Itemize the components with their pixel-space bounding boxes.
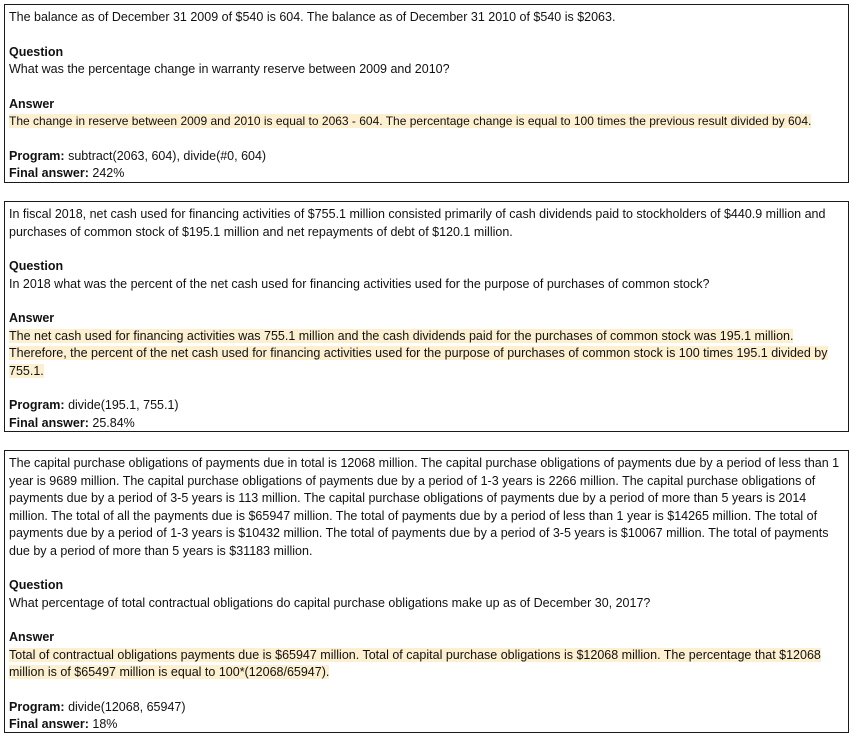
program-label: Program: (9, 398, 65, 412)
answer-highlight: The net cash used for financing activities was 755.1 million and the cash dividends paid for the purchases of common stock was 195.1 million. Therefore, the percent of the net cash used for financing activities used for the purpose of purchases of common stock is 100 times 195.1 divided by 755.1. (9, 328, 828, 378)
program-line (9, 699, 845, 717)
final-answer-line (9, 415, 845, 433)
final-answer-line (9, 716, 845, 734)
program-value: divide(12068, 65947) (68, 699, 186, 714)
program-line (9, 148, 845, 166)
example-card-2 (4, 201, 849, 432)
program-label: Program: (9, 699, 65, 714)
question-label: Question (9, 44, 64, 59)
program-value: divide(195.1, 755.1) (68, 398, 179, 412)
context-text: The capital purchase obligations of payments due in total is 12068 million. The capital purchase obligations of payments due by a period of less than 1 year is 9689 million. The capital purchase obligations of payments due by a period of 1-3 years is 2266 million. The capital purchase obligations of payments due by a period of 3-5 years is 113 million. The capital purchase obligations of payments due by a period of more than 5 years is 2014 million. The total of all the payments due is $65947 million. The total of payments due by a period of less than 1 year is $14265 million. The total of payments due by a period of 1-3 years is $10432 million. The total of payments due by a period of 3-5 years is $10067 million. The total of payments due by a period of more than 5 years is $31183 million. (9, 456, 840, 558)
program-value: subtract(2063, 604), divide(#0, 604) (68, 148, 267, 163)
final-answer-value: 18% (92, 717, 118, 731)
question-label: Question (9, 259, 64, 273)
question-text: What percentage of total contractual obligations do capital purchase obligations make up as of December 30, 2017? (9, 595, 651, 610)
context-text: In fiscal 2018, net cash used for financing activities of $755.1 million consisted primarily of cash dividends paid to stockholders of $440.9 million and purchases of common stock of $195.1 million and net repayments of debt of $120.1 million. (9, 207, 826, 239)
question-text: What was the percentage change in warranty reserve between 2009 and 2010? (9, 62, 450, 76)
question-label: Question (9, 578, 64, 592)
question-text: In 2018 what was the percent of the net cash used for financing activities used for the purpose of purchases of common stock? (9, 276, 710, 291)
program-label: Program: (9, 148, 65, 163)
answer-text (9, 328, 845, 381)
answer-text (9, 647, 845, 682)
final-answer-line (9, 165, 845, 183)
context-text: The balance as of December 31 2009 of $540 is 604. The balance as of December 31 2010 of $540 is $2063. (9, 10, 616, 24)
answer-highlight: The change in reserve between 2009 and 2010 is equal to 2063 - 604. The percentage change is equal to 100 times the previous result divided by 604. (9, 114, 812, 128)
answer-label: Answer (9, 96, 55, 111)
final-answer-label: Final answer: (9, 415, 89, 430)
example-card-3 (4, 450, 849, 733)
answer-text (9, 113, 845, 131)
answer-label: Answer (9, 311, 55, 325)
answer-highlight: Total of contractual obligations payments due is $65947 million. Total of capital purchase obligations is $12068 million. The percentage that $12068 million is of $65497 million is equal to 100*(12068/65947). (9, 647, 821, 679)
example-card-1 (4, 4, 849, 183)
final-answer-label: Final answer: (9, 166, 89, 180)
final-answer-value: 242% (92, 166, 125, 180)
answer-label: Answer (9, 630, 55, 644)
final-answer-label: Final answer: (9, 717, 89, 731)
final-answer-value: 25.84% (92, 415, 135, 430)
program-line (9, 397, 845, 415)
